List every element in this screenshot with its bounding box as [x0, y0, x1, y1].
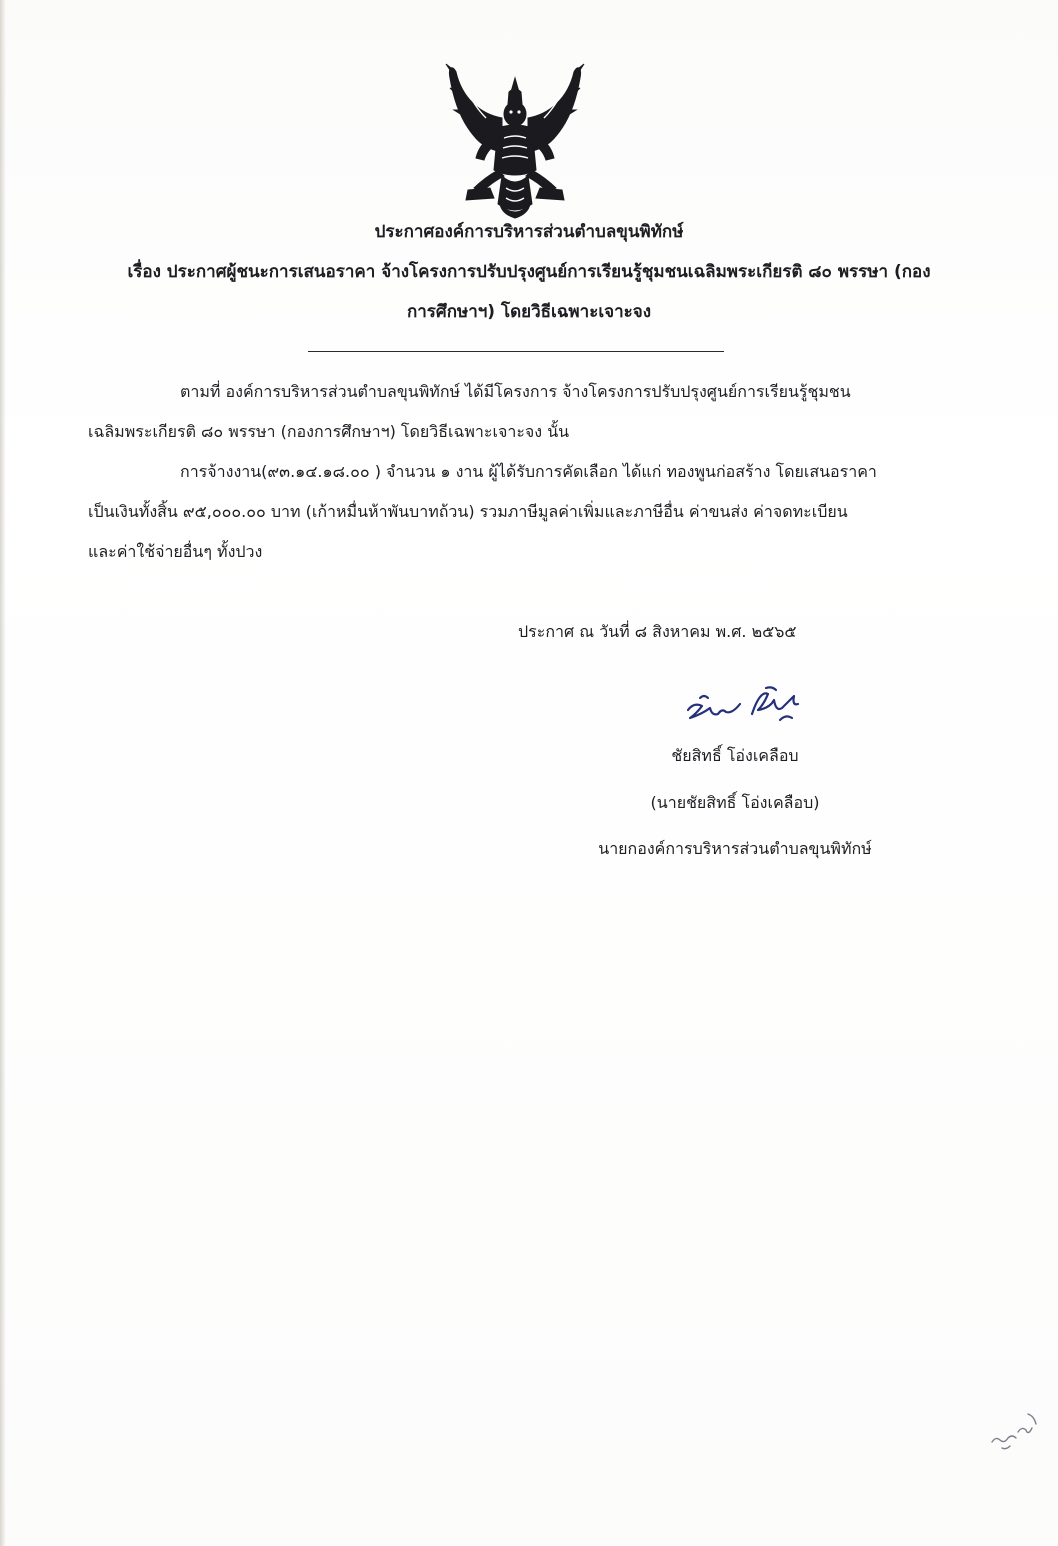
announcement-date: ประกาศ ณ วันที่ ๘ สิงหาคม พ.ศ. ๒๕๖๕	[518, 622, 797, 641]
paragraph-1-line-2: เฉลิมพระเกียรติ ๘๐ พรรษา (กองการศึกษาฯ) โดยวิธีเฉพาะเจาะจง นั้น	[88, 422, 570, 441]
subject-line-2: การศึกษาฯ) โดยวิธีเฉพาะเจาะจง	[406, 302, 652, 322]
paragraph-2-line-3: และค่าใช้จ่ายอื่นๆ ทั้งปวง	[88, 542, 263, 561]
signatory-position: นายกองค์การบริหารส่วนตำบลขุนพิทักษ์	[598, 839, 872, 858]
signatory-name: ชัยสิทธิ์ โอ่งเคลือบ	[671, 746, 799, 765]
subject-line-1: เรื่อง ประกาศผู้ชนะการเสนอราคา จ้างโครงการปรับปรุงศูนย์การเรียนรู้ชุมชนเฉลิมพระเกียรติ ๘๐ พรรษา (กอง	[127, 262, 931, 282]
paragraph-2-line-2: เป็นเงินทั้งสิ้น ๙๕,๐๐๐.๐๐ บาท (เก้าหมื่นห้าพันบาทถ้วน) รวมภาษีมูลค่าเพิ่มและภาษีอื่น ค่าขนส่ง ค่าจดทะเบียน	[88, 502, 848, 521]
paragraph-1-line-1: ตามที่ องค์การบริหารส่วนตำบลขุนพิทักษ์ ได้มีโครงการ จ้างโครงการปรับปรุงศูนย์การเรียนรู้ชุมชน	[180, 382, 851, 401]
handwritten-initials	[988, 1408, 1040, 1454]
garuda-emblem-icon	[440, 58, 590, 220]
signatory-full-name: (นายชัยสิทธิ์ โอ่งเคลือบ)	[650, 793, 820, 812]
paragraph-2-line-1: การจ้างงาน(๙๓.๑๔.๑๘.๐๐ ) จำนวน ๑ งาน ผู้ได้รับการคัดเลือก ได้แก่ ทองพูนก่อสร้าง โดยเสนอราคา	[180, 462, 877, 481]
document-title: ประกาศองค์การบริหารส่วนตำบลขุนพิทักษ์	[374, 222, 684, 242]
header-divider	[308, 351, 724, 352]
handwritten-signature	[682, 684, 806, 728]
